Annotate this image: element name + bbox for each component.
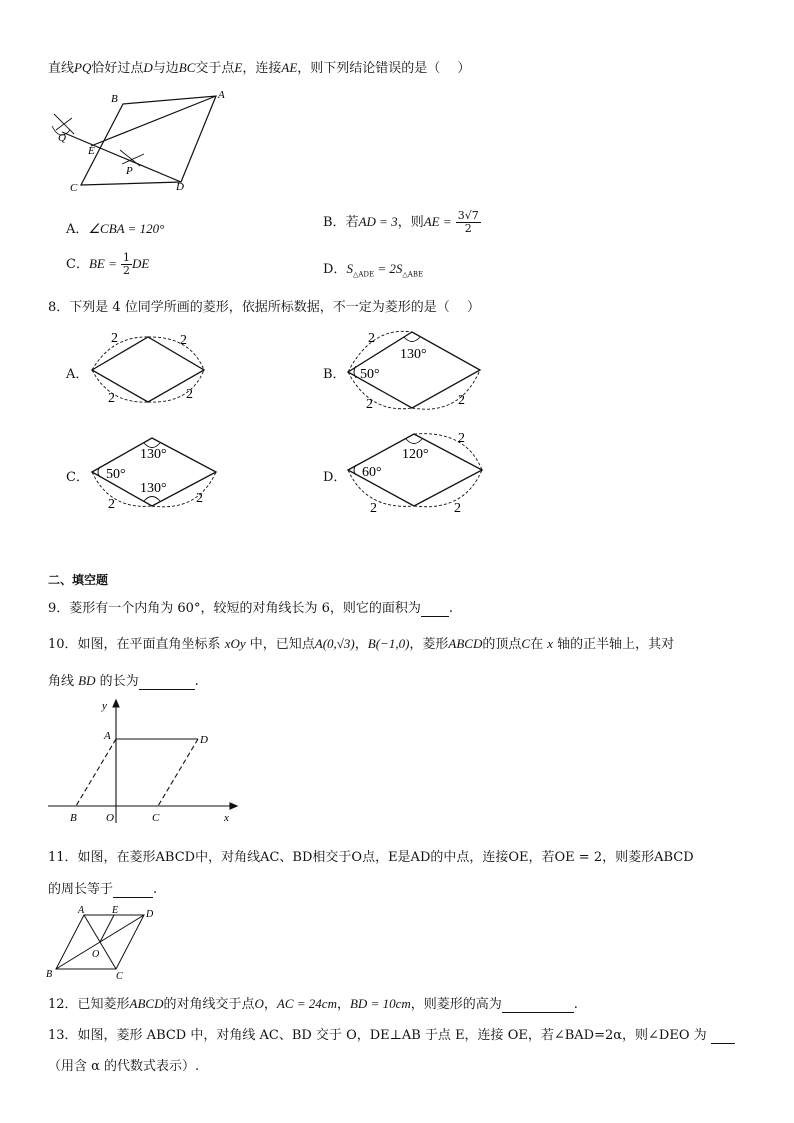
- q8-option-a-letter[interactable]: A．: [66, 367, 89, 382]
- q7-option-d[interactable]: D．$S_{\triangle ADE} = 2S_{\triangle ABE}$: [323, 261, 424, 279]
- q8-c-angle-3: 50°: [106, 467, 126, 482]
- q11-line1: 11．如图，在菱形ABCD中，对角线AC、BD相交于O点，E是AD的中点，连接OE，若OE = 2，则菱形ABCD: [48, 850, 694, 865]
- q13-answer-blank[interactable]: [711, 1028, 735, 1044]
- q8-d-len-3: 2: [454, 501, 461, 516]
- q7-diagonal-ae: [91, 96, 216, 146]
- q11-label-o: O: [92, 949, 100, 960]
- q8-d-len-1: 2: [458, 431, 465, 446]
- q8-d-angle-1: 120°: [402, 447, 429, 462]
- q8-c-angle-2: 130°: [140, 481, 167, 496]
- q11-label-a: A: [78, 905, 85, 916]
- q12-text: 12．已知菱形ABCD的对角线交于点O，AC = 24cm，BD = 10cm，则菱形的高为 .: [48, 996, 578, 1012]
- q11-figure: [44, 903, 164, 981]
- q7-label-e: E: [88, 145, 95, 157]
- q8-b-len-3: 2: [458, 393, 465, 408]
- q8-b-len-2: 2: [366, 397, 373, 412]
- q7-label-q: Q: [58, 132, 66, 144]
- q10-label-a: A: [104, 730, 111, 742]
- q7-label-b: B: [111, 93, 118, 105]
- q10-answer-blank[interactable]: [139, 674, 195, 690]
- q7-option-a[interactable]: A．∠CBA = 120°: [66, 221, 165, 237]
- q8-b-angle-1: 130°: [400, 347, 427, 362]
- q8-option-b-figure: [342, 326, 492, 414]
- q8-a-len-1: 2: [111, 331, 118, 346]
- q10-label-y: y: [102, 700, 107, 712]
- q11-label-d: D: [146, 909, 154, 920]
- q7-figure: [48, 86, 238, 198]
- q8-option-d-letter[interactable]: D．: [323, 470, 347, 485]
- q11-label-b: B: [46, 969, 53, 980]
- q13-line1: 13．如图，菱形 ABCD 中，对角线 AC、BD 交于 O，DE⊥AB 于点 E，连接 OE，若∠BAD=2α，则∠DEO 为: [48, 1024, 735, 1044]
- q10-line1: 10．如图，在平面直角坐标系 xOy 中，已知点A(0,√3)，B(−1,0)，菱形ABCD的顶点C在 x 轴的正半轴上，其对: [48, 636, 675, 652]
- q7-label-c: C: [70, 182, 78, 194]
- q7-b-fraction: $\frac{3√7}{2}$: [457, 209, 479, 235]
- q9-text: 9．菱形有一个内角为 60°，较短的对角线长为 6，则它的面积为 .: [48, 601, 453, 616]
- q8-b-len-1: 2: [368, 331, 375, 346]
- q10-line2: 角线 BD 的长为 .: [48, 673, 199, 689]
- q8-a-len-3: 2: [108, 391, 115, 406]
- q8-stem: 8．下列是 4 位同学所画的菱形，依据所标数据，不一定为菱形的是（ ）: [48, 300, 480, 315]
- q8-d-angle-2: 60°: [362, 465, 382, 480]
- q11-label-c: C: [116, 971, 123, 981]
- q8-c-len-2: 2: [196, 491, 203, 506]
- q7-label-a: A: [218, 89, 225, 101]
- q8-a-len-2: 2: [180, 333, 187, 348]
- q10-figure: [44, 697, 240, 825]
- q10-label-o: O: [106, 812, 114, 824]
- q8-option-a-figure: [86, 330, 216, 410]
- q7-label-p: P: [126, 165, 133, 177]
- q8-b-angle-2: 50°: [360, 367, 380, 382]
- q10-side-cd: [158, 739, 198, 806]
- section-title: 二、填空题: [48, 573, 109, 587]
- q7-line-pq: [62, 132, 181, 182]
- q8-c-angle-1: 130°: [140, 447, 167, 462]
- q8-a-len-4: 2: [186, 387, 193, 402]
- q12-answer-blank[interactable]: [502, 997, 574, 1013]
- q8-option-b-letter[interactable]: B．: [323, 367, 346, 382]
- q10-label-d: D: [200, 734, 208, 746]
- q8-d-len-2: 2: [370, 501, 377, 516]
- q7-option-b[interactable]: B．若AD = 3，则AE = $\frac{3√7}{2}$: [323, 209, 479, 235]
- q13-line2: （用含 α 的代数式表示）.: [48, 1059, 200, 1074]
- q8-option-c-figure: [86, 430, 226, 514]
- q7-parallelogram: [81, 96, 216, 185]
- q7-label-d: D: [176, 181, 184, 193]
- q9-answer-blank[interactable]: [421, 601, 449, 617]
- q10-label-x: x: [224, 812, 229, 824]
- q7-c-fraction: $\frac{1}{2}$: [123, 251, 130, 277]
- q10-label-c: C: [152, 812, 160, 824]
- q11-answer-blank[interactable]: [113, 882, 153, 898]
- q10-side-ab: [76, 739, 116, 806]
- q8-option-d-figure: [342, 426, 492, 518]
- q8-c-len-1: 2: [108, 497, 115, 512]
- q7-option-c[interactable]: C．BE = $\frac{1}{2}$ DE: [66, 251, 150, 277]
- q11-label-e: E: [112, 905, 119, 916]
- q7-stem: 直线PQ恰好过点D与边BC交于点E，连接AE，则下列结论错误的是（ ）: [48, 60, 471, 76]
- q11-line2: 的周长等于 .: [48, 882, 158, 897]
- q10-label-b: B: [70, 812, 77, 824]
- q8-option-c-letter[interactable]: C．: [66, 470, 89, 485]
